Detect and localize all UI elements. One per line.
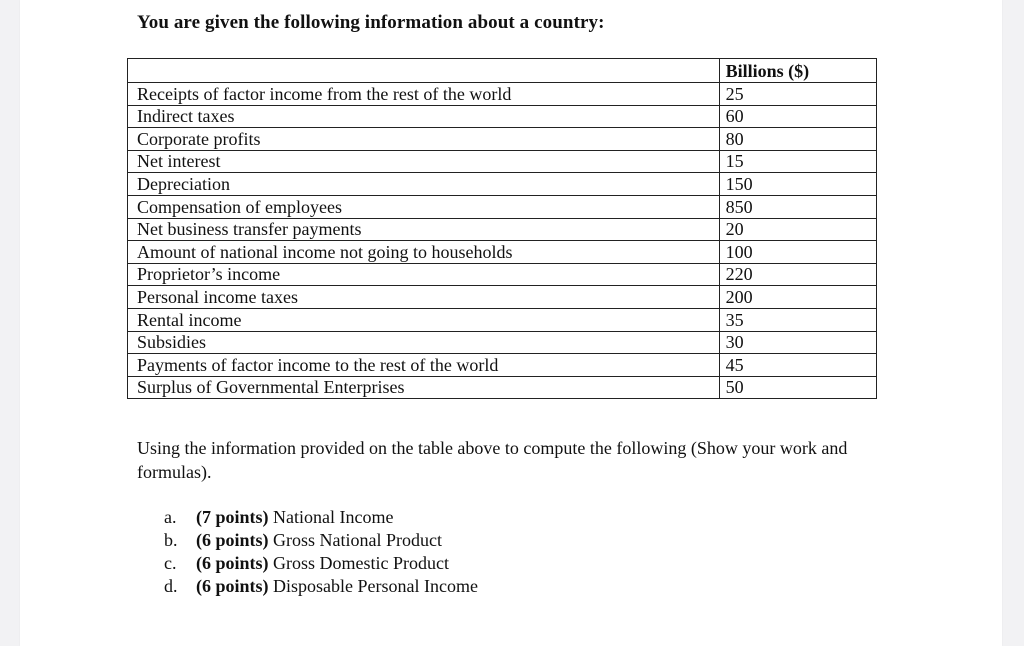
question-letter: a.	[164, 507, 177, 527]
table-row	[128, 218, 877, 241]
table-row	[128, 241, 877, 264]
question-item	[164, 552, 478, 575]
row-value: 100	[719, 241, 876, 264]
row-label: Depreciation	[128, 173, 720, 196]
question-item	[164, 575, 478, 598]
document-heading: You are given the following information about a country:	[137, 12, 605, 33]
table-row	[128, 354, 877, 377]
table-row	[128, 376, 877, 399]
question-letter: d.	[164, 576, 178, 596]
question-item	[164, 529, 478, 552]
row-value: 35	[719, 308, 876, 331]
row-label: Proprietor’s income	[128, 263, 720, 286]
table-header-value-cell: Billions ($)	[719, 59, 876, 83]
row-value: 60	[719, 105, 876, 128]
row-label: Net business transfer payments	[128, 218, 720, 241]
data-table	[127, 58, 877, 399]
table-row	[128, 173, 877, 196]
question-text: Gross Domestic Product	[273, 553, 449, 573]
row-value: 80	[719, 128, 876, 151]
question-points: (7 points)	[196, 507, 269, 527]
row-label: Subsidies	[128, 331, 720, 354]
row-label: Personal income taxes	[128, 286, 720, 309]
row-label: Rental income	[128, 308, 720, 331]
question-points: (6 points)	[196, 576, 269, 596]
instructions-paragraph: Using the information provided on the table above to compute the following (Show your work and formulas).	[137, 438, 848, 482]
question-list	[164, 506, 478, 598]
row-value: 25	[719, 83, 876, 106]
data-table-container	[127, 58, 877, 399]
question-text: National Income	[273, 507, 394, 527]
table-row	[128, 195, 877, 218]
question-letter: c.	[164, 553, 177, 573]
row-value: 45	[719, 354, 876, 377]
question-points: (6 points)	[196, 530, 269, 550]
row-value: 20	[719, 218, 876, 241]
row-label: Indirect taxes	[128, 105, 720, 128]
row-label: Surplus of Governmental Enterprises	[128, 376, 720, 399]
row-label: Corporate profits	[128, 128, 720, 151]
table-row	[128, 150, 877, 173]
table-row	[128, 286, 877, 309]
table-header-label-cell	[128, 59, 720, 83]
row-value: 150	[719, 173, 876, 196]
row-value: 200	[719, 286, 876, 309]
table-row	[128, 83, 877, 106]
row-label: Compensation of employees	[128, 195, 720, 218]
table-row	[128, 105, 877, 128]
row-label: Payments of factor income to the rest of the world	[128, 354, 720, 377]
question-text: Disposable Personal Income	[273, 576, 478, 596]
question-item	[164, 506, 478, 529]
row-value: 50	[719, 376, 876, 399]
question-letter: b.	[164, 530, 178, 550]
row-value: 30	[719, 331, 876, 354]
row-value: 850	[719, 195, 876, 218]
table-row	[128, 263, 877, 286]
table-row	[128, 308, 877, 331]
table-row	[128, 128, 877, 151]
row-value: 220	[719, 263, 876, 286]
table-row	[128, 331, 877, 354]
row-label: Amount of national income not going to households	[128, 241, 720, 264]
row-label: Net interest	[128, 150, 720, 173]
question-text: Gross National Product	[273, 530, 442, 550]
question-points: (6 points)	[196, 553, 269, 573]
row-label: Receipts of factor income from the rest of the world	[128, 83, 720, 106]
row-value: 15	[719, 150, 876, 173]
document-page	[20, 0, 1002, 646]
table-header-row	[128, 59, 877, 83]
